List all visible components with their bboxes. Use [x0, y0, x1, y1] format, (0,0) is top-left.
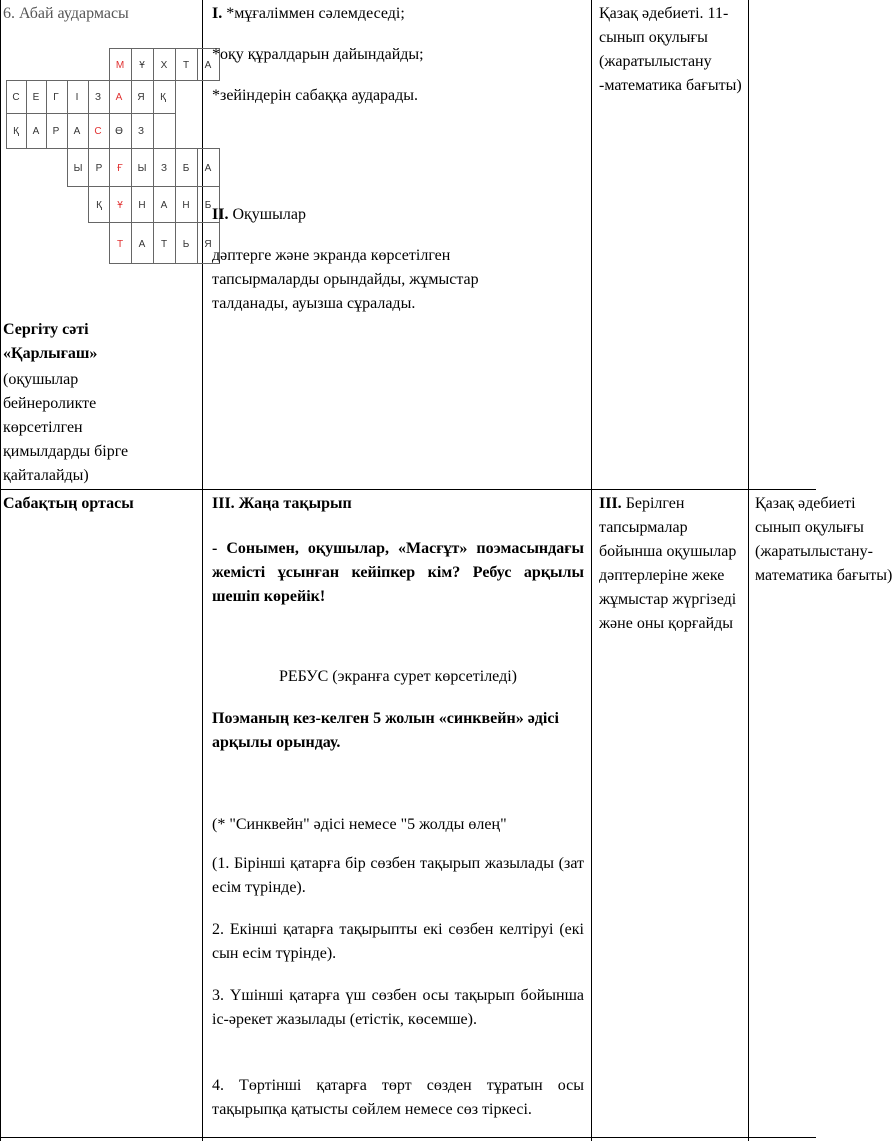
cinquain-step-4: 4. Төртінші қатарға төрт сөзден тұратын осы тақырыпқа қатысты сөйлем немесе сөз тіркесі. — [212, 1077, 584, 1118]
students-tasks: дәптерге және экранда көрсетілген тапсырмаларды орындайды, жұмыстар талданады, ауызша сұралады. — [212, 247, 479, 312]
crossword-letters — [12, 60, 211, 250]
rebus-note: РЕБУС (экранға сурет көрсетіледі) — [279, 668, 517, 685]
table-border-bottom — [0, 1137, 816, 1138]
crossword-letter: Ь — [182, 239, 190, 250]
cinquain-step-1: (1. Бірінші қатарға бір сөзбен тақырып жазылады (зат есім түрінде). — [212, 855, 584, 896]
cinquain-method: (* "Синквейн" әдісі немесе "5 жолды өлең" — [212, 816, 507, 833]
cinquain-step-2: 2. Екінші қатарға тақырыпты екі сөзбен келтіруі (екі сын есім түрінде). — [212, 921, 584, 962]
crossword-letter: Б — [204, 200, 212, 211]
crossword-letter: Е — [32, 92, 40, 103]
student-work-description — [599, 492, 744, 636]
crossword-letter: Қ — [13, 126, 19, 137]
item-text-1: *мұғаліммен сәлемдеседі; — [222, 5, 405, 22]
crossword-letter: Б — [182, 163, 190, 174]
crossword-letter: А — [73, 126, 81, 137]
crossword-letter: С — [12, 92, 20, 103]
crossword-letter: Қ — [96, 200, 102, 211]
crossword-letter: З — [94, 92, 102, 103]
item-number-2: ІІ. — [212, 206, 229, 223]
new-topic-title: ІІІ. Жаңа тақырып — [212, 495, 352, 512]
resource-textbook-2-text: Қазақ әдебиеті сынып оқулығы (жаратылыстану-математика бағыты) — [755, 495, 893, 584]
crossword-letter: С — [94, 126, 102, 137]
crossword-letter: Ұ — [139, 60, 145, 71]
item-number-1: І. — [212, 5, 223, 22]
column-divider-2 — [591, 0, 592, 1141]
crossword-letter: Ы — [137, 163, 147, 174]
cinquain-task: Поэманың кез-келген 5 жолын «синквейн» әдісі арқылы орындау. — [212, 710, 559, 751]
students-heading — [212, 203, 584, 227]
crossword-letter: Т — [116, 239, 124, 250]
crossword-letter: Х — [160, 60, 168, 71]
column-divider-1 — [202, 0, 203, 1141]
break-description: (оқушылар бейнероликте көрсетілген қимылдарды бірге қайталайды) — [3, 371, 129, 484]
crossword-letter: А — [138, 239, 146, 250]
crossword-letter: З — [160, 163, 168, 174]
rebus-question: - Сонымен, оқушылар, «Масғұт» поэмасындағы жемісті ұсынған кейіпкер кім? Ребус арқылы шешіп көрейік! — [212, 540, 584, 605]
crossword-letter: М — [115, 60, 125, 71]
crossword-letter: А — [32, 126, 40, 137]
crossword-letter: А — [160, 200, 168, 211]
crossword-letter: Т — [160, 239, 168, 250]
crossword-letter: Я — [204, 239, 212, 250]
resource-textbook: Қазақ әдебиеті. 11-сынып оқулығы (жаратылыстану -математика бағыты) — [599, 5, 742, 94]
crossword-letter: Ө — [115, 126, 123, 137]
crossword-letter: Р — [95, 163, 103, 174]
crossword-letter: І — [75, 92, 79, 103]
crossword-letter: Қ — [160, 92, 166, 103]
crossword-letter: Р — [52, 126, 60, 137]
focus-attention: *зейіндерін сабаққа аударады. — [212, 87, 419, 104]
crossword-letter: Ғ — [117, 163, 123, 174]
item-text-3: Берілген тапсырмалар бойынша оқушылар дәптерлеріне жеке жұмыстар жүргізеді және оны қорғайды — [599, 495, 737, 632]
crossword-letter: А — [115, 92, 123, 103]
break-title: Сергіту сәті «Қарлығаш» — [3, 321, 98, 362]
crossword-letter: З — [137, 126, 145, 137]
crossword-letter: Г — [53, 92, 59, 103]
teacher-greeting — [212, 2, 584, 26]
crossword-letter: Я — [137, 92, 145, 103]
crossword-letter: А — [204, 60, 212, 71]
crossword-letter: А — [204, 163, 212, 174]
row-divider — [0, 489, 816, 490]
prepare-materials: *оқу құралдарын дайындайды; — [212, 46, 424, 63]
resource-textbook-2 — [755, 492, 893, 722]
crossword-letter: Ы — [73, 163, 83, 174]
item-number-3: ІІІ. — [599, 495, 622, 512]
crossword-letter: Н — [182, 200, 190, 211]
cinquain-step-3: 3. Үшінші қатарға үш сөзбен осы тақырып бойынша іс-әрекет жазылады (етістік, көсемше). — [212, 987, 584, 1028]
crossword-letter: Т — [182, 60, 190, 71]
column-divider-3 — [748, 0, 749, 1141]
crossword-letter: Н — [138, 200, 146, 211]
item-text-2: Оқушылар — [228, 206, 306, 223]
crossword-puzzle — [0, 48, 212, 296]
lesson-middle-title: Сабақтың ортасы — [3, 495, 134, 512]
section-heading: 6. Абай аудармасы — [3, 5, 129, 22]
crossword-letter: Ұ — [117, 200, 123, 211]
